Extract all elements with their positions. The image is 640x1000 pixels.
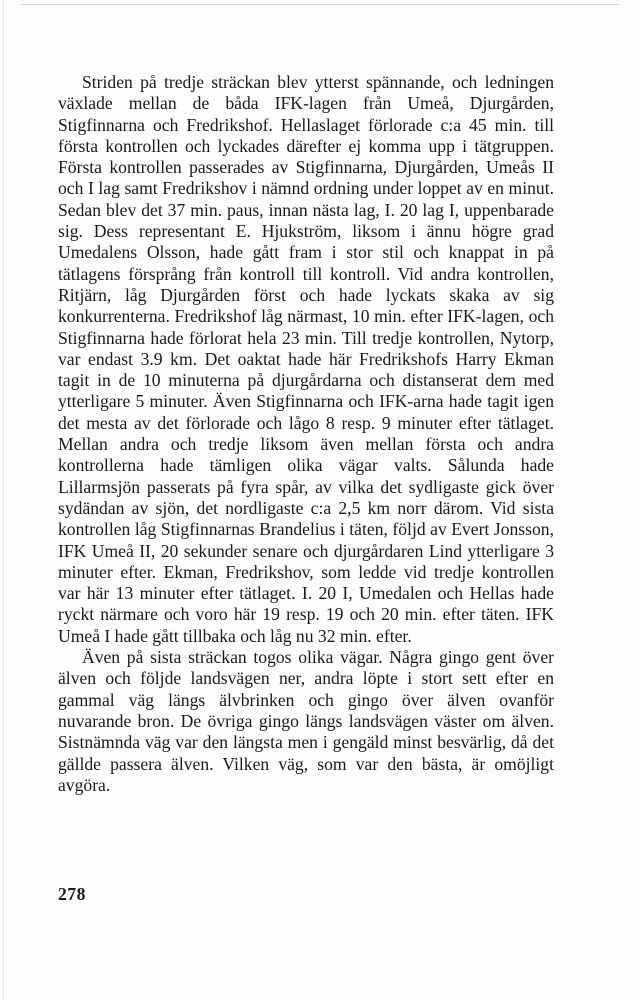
page-edge-top bbox=[20, 4, 620, 5]
paragraph-1: Striden på tredje sträckan blev ytterst spännande, och ledningen växlade mellan de båda IFK-lagen från Umeå, Djurgården, Stigfinnarna och Fredrikshof. Hellaslaget förlorade c:a 45 min. till första kontrollen och lyckades därefter ej komma upp i tätgruppen. Första kontrollen passerades av Stigfinnarna, Djurgården, Umeås II och I lag samt Fredrikshov i nämnd ordning under loppet av en minut. Sedan blev det 37 min. paus, innan nästa lag, I. 20 lag I, uppenbarade sig. Dess representant E. Hjukström, liksom i ännu högre grad Umedalens Olsson, hade gått fram i stor stil och knappat in på tätlagens försprång från kontroll till kontroll. Vid andra kontrollen, Ritjärn, låg Djurgården först och hade lyckats skaka av sig konkurrenterna. Fredrikshof låg närmast, 10 min. efter IFK-lagen, och Stigfinnarna hade förlorat hela 23 min. Till tredje kontrollen, Nytorp, var endast 3.9 km. Det oaktat hade här Fredrikshofs Harry Ekman tagit in de 10 minuterna på djurgårdarna och distanserat dem med ytterligare 5 minuter. Även Stigfinnarna och IFK-arna hade tagit igen det mesta av det förlorade och lågo 8 resp. 9 minuter efter tätlaget. Mellan andra och tredje liksom även mellan första och andra kontrollerna hade tämligen olika vägar valts. Sålunda hade Lillarmsjön passerats på fyra spår, av vilka det sydligaste gick över sydändan av sjön, det nordligaste c:a 2,5 km norr därom. Vid sista kontrollen låg Stigfinnarnas Brandelius i täten, följd av Evert Jonsson, IFK Umeå II, 20 sekunder senare och djurgårdaren Lind ytterligare 3 minuter efter. Ekman, Fredrikshov, som ledde vid tredje kontrollen var här 13 minuter efter tätlaget. I. 20 I, Umedalen och Hellas hade ryckt närmare och voro här 19 resp. 19 och 20 min. efter täten. IFK Umeå I hade gått tillbaka och låg nu 32 min. efter. bbox=[58, 72, 554, 646]
page-edge-left bbox=[3, 0, 4, 1000]
paragraph-2: Även på sista sträckan togos olika vägar. Några gingo gent över älven och följde landsvägen ner, andra löpte i stort sett efter en gammal väg längs älvbrinken och gingo över älven ovanför nuvarande bron. De övriga gingo längs landsvägen väster om älven. Sistnämnda väg var den längsta men i gengäld minst besvärlig, då det gällde passera älven. Vilken väg, som var den bästa, är omöjligt avgöra. bbox=[58, 647, 554, 795]
page-number: 278 bbox=[58, 884, 86, 904]
body-text bbox=[58, 72, 554, 796]
